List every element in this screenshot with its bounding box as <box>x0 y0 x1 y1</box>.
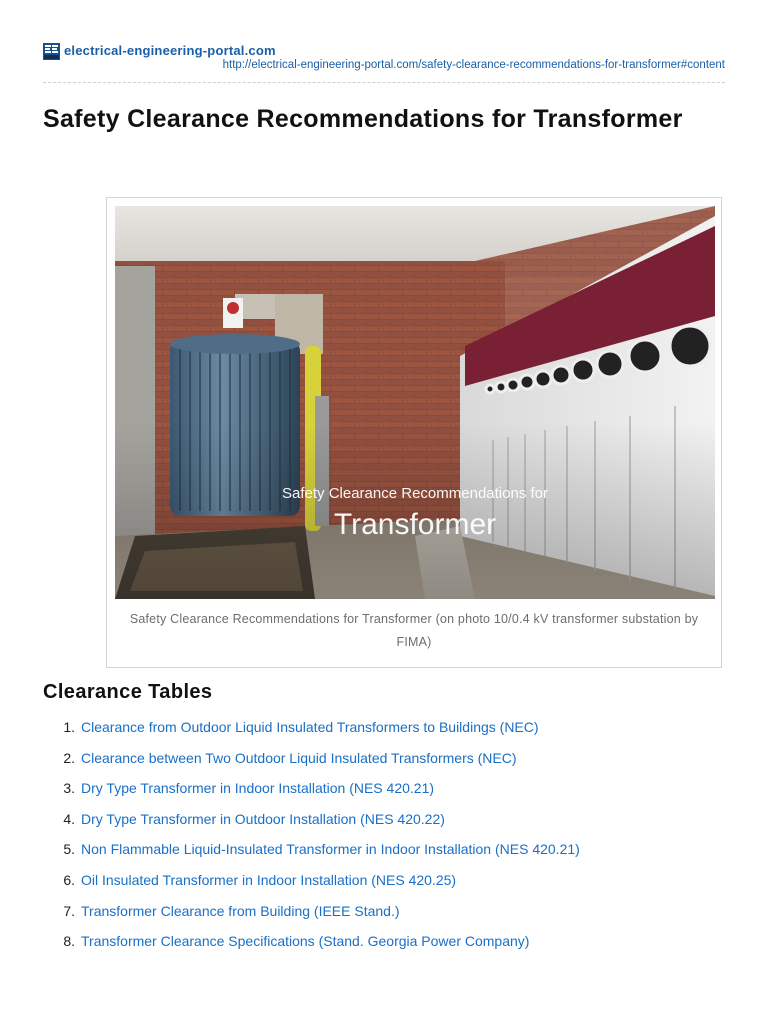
site-header <box>43 42 725 83</box>
photo-overlay-line2: Transformer <box>333 508 497 541</box>
transformer-substation-photo <box>115 206 715 599</box>
list-item <box>43 869 725 900</box>
section-heading: Clearance Tables <box>43 681 213 703</box>
list-item-number: 3. <box>63 780 75 797</box>
list-item-number: 7. <box>63 902 75 919</box>
list-item <box>43 777 725 808</box>
list-item-number: 2. <box>63 749 75 766</box>
clearance-table-link[interactable]: Dry Type Transformer in Indoor Installation (NES 420.21) <box>81 780 435 797</box>
ee-portal-logo-icon <box>43 43 60 60</box>
list-item <box>43 747 725 778</box>
clearance-table-link[interactable]: Non Flammable Liquid-Insulated Transformer in Indoor Installation (NES 420.21) <box>81 841 580 858</box>
clearance-table-link[interactable]: Clearance between Two Outdoor Liquid Insulated Transformers (NEC) <box>81 749 517 766</box>
list-item-number: 8. <box>63 933 75 950</box>
list-item <box>43 808 725 839</box>
clearance-table-link[interactable]: Transformer Clearance Specifications (Stand. Georgia Power Company) <box>81 933 530 950</box>
clearance-tables-list <box>43 716 725 961</box>
list-item-number: 5. <box>63 841 75 858</box>
photo-overlay-line1: Safety Clearance Recommendations for <box>282 485 548 502</box>
list-item <box>43 900 725 931</box>
clearance-table-link[interactable]: Clearance from Outdoor Liquid Insulated Transformers to Buildings (NEC) <box>81 719 539 735</box>
clearance-table-link[interactable]: Dry Type Transformer in Outdoor Installation (NES 420.22) <box>81 810 445 827</box>
list-item <box>43 716 725 747</box>
page-title: Safety Clearance Recommendations for Transformer <box>43 105 683 133</box>
list-item-number: 4. <box>63 810 75 827</box>
list-item <box>43 838 725 869</box>
page-url-link[interactable]: http://electrical-engineering-portal.com/safety-clearance-recommendations-for-transformer#content <box>222 59 725 71</box>
list-item-number: 1. <box>63 719 75 735</box>
figure <box>106 197 722 668</box>
clearance-table-link[interactable]: Oil Insulated Transformer in Indoor Installation (NES 420.25) <box>81 871 457 888</box>
list-item-number: 6. <box>63 871 75 888</box>
list-item <box>43 930 725 961</box>
clearance-table-link[interactable]: Transformer Clearance from Building (IEEE Stand.) <box>81 902 400 919</box>
site-name-link[interactable]: electrical-engineering-portal.com <box>64 43 276 58</box>
figure-caption: Safety Clearance Recommendations for Transformer (on photo 10/0.4 kV transformer substation by FIMA) <box>129 612 699 649</box>
